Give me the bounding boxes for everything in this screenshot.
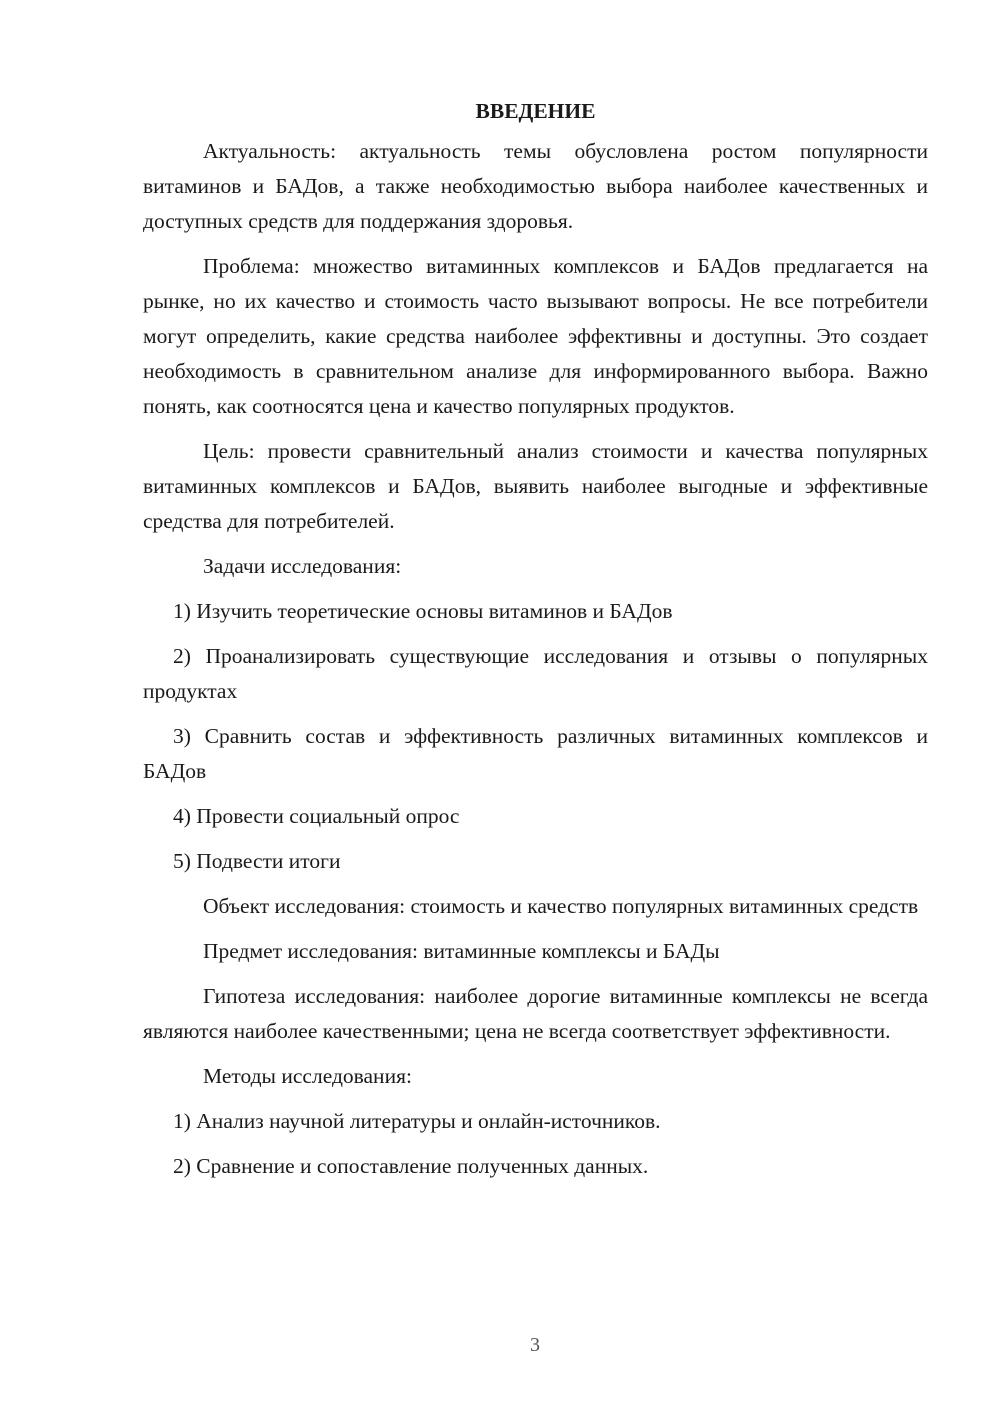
tasks-heading: Задачи исследования: [203, 554, 402, 578]
problem-paragraph: Проблема: множество витаминных комплексов и БАДов предлагается на рынке, но их качество и стоимость часто вызывают вопросы. Не все потребители могут определить, какие средства наиболее эффективны и доступны. Это создает необходимость в сравнительном анализе для информированного выбора. Важно понять, как соотносятся цена и качество популярных продуктов. [143, 254, 928, 418]
task-item: 3) Сравнить состав и эффективность различных витаминных комплексов и БАДов [143, 724, 928, 783]
research-object-paragraph: Объект исследования: стоимость и качество популярных витаминных средств [203, 894, 919, 918]
task-item: 2) Проанализировать существующие исследования и отзывы о популярных продуктах [143, 644, 928, 703]
research-subject-paragraph: Предмет исследования: витаминные комплексы и БАДы [203, 939, 720, 963]
method-item: 1) Анализ научной литературы и онлайн-источников. [173, 1109, 661, 1133]
task-item: 5) Подвести итоги [173, 849, 341, 873]
hypothesis-paragraph: Гипотеза исследования: наиболее дорогие витаминные комплексы не всегда являются наиболее качественными; цена не всегда соответствует эффективности. [143, 984, 928, 1043]
task-item: 4) Провести социальный опрос [173, 804, 460, 828]
goal-paragraph: Цель: провести сравнительный анализ стоимости и качества популярных витаминных комплексов и БАДов, выявить наиболее выгодные и эффективные средства для потребителей. [143, 439, 928, 533]
relevance-paragraph: Актуальность: актуальность темы обусловлена ростом популярности витаминов и БАДов, а также необходимостью выбора наиболее качественных и доступных средств для поддержания здоровья. [143, 139, 928, 233]
document-body [143, 96, 928, 1194]
task-item: 1) Изучить теоретические основы витаминов и БАДов [173, 599, 673, 623]
methods-heading: Методы исследования: [203, 1064, 412, 1088]
method-item: 2) Сравнение и сопоставление полученных данных. [173, 1154, 649, 1178]
page-number: 3 [530, 1334, 540, 1356]
section-title: ВВЕДЕНИЕ [475, 99, 596, 123]
